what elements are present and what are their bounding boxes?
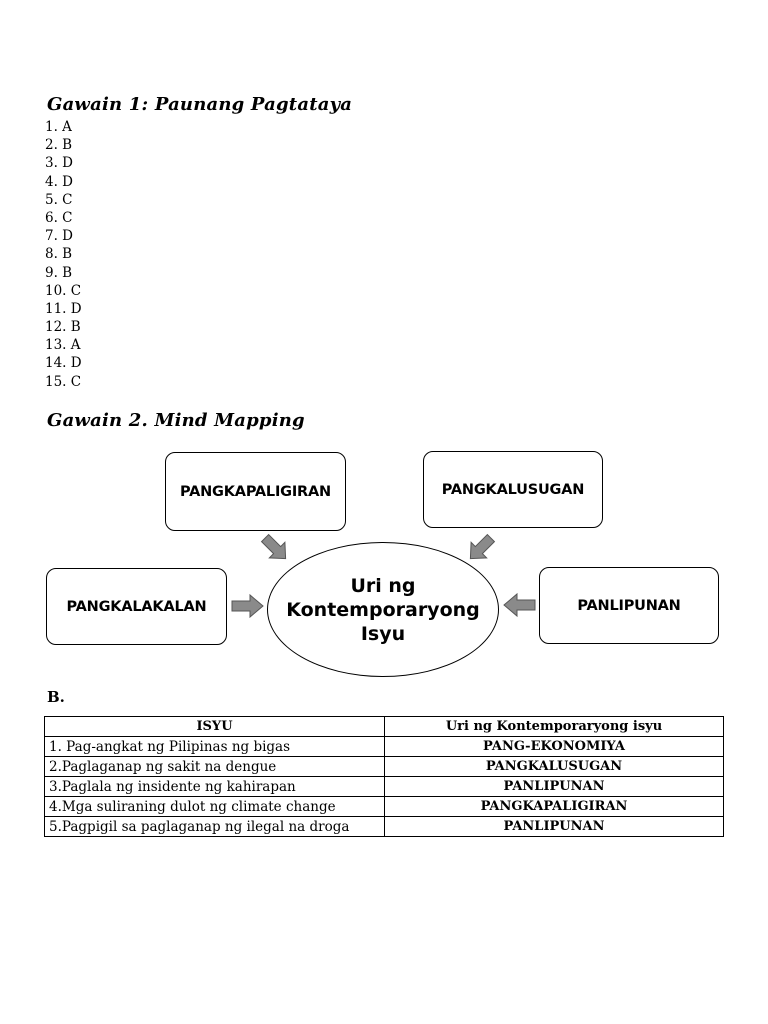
arrow-down-right-icon xyxy=(255,528,295,568)
center-line: Isyu xyxy=(360,622,406,645)
answer-item: 4. D xyxy=(45,173,73,190)
arrow-right-icon xyxy=(228,592,266,620)
table-row xyxy=(45,737,724,757)
answer-item: 10. C xyxy=(45,282,82,299)
gawain1-title: Gawain 1: Paunang Pagtataya xyxy=(47,94,353,115)
table-row xyxy=(45,757,724,777)
answer-item: 3. D xyxy=(45,155,73,172)
table-header-row xyxy=(45,717,724,737)
type-cell: PANLIPUNAN xyxy=(385,777,724,797)
node-pangkalakalan: PANGKALAKALAN xyxy=(46,568,227,645)
issue-cell: 2.Paglaganap ng sakit na dengue xyxy=(45,757,385,777)
node-panlipunan: PANLIPUNAN xyxy=(539,567,719,644)
table-row xyxy=(45,817,724,837)
answer-item: 1. A xyxy=(45,119,72,135)
issue-cell: 3.Paglala ng insidente ng kahirapan xyxy=(45,777,385,797)
arrow-left-icon xyxy=(501,591,539,619)
gawain2-title: Gawain 2. Mind Mapping xyxy=(47,410,305,431)
answer-item: 15. C xyxy=(45,373,82,390)
header-isyu: ISYU xyxy=(45,717,385,737)
section-b-label: B. xyxy=(47,688,65,706)
answer-item: 7. D xyxy=(45,228,73,245)
center-line: Kontemporaryong xyxy=(286,598,480,621)
type-cell: PANGKAPALIGIRAN xyxy=(385,797,724,817)
issue-cell: 5.Pagpigil sa paglaganap ng ilegal na droga xyxy=(45,817,385,837)
issues-table xyxy=(44,716,724,837)
issue-cell: 1. Pag-angkat ng Pilipinas ng bigas xyxy=(45,737,385,757)
answer-item: 14. D xyxy=(45,355,82,372)
answer-item: 6. C xyxy=(45,209,73,226)
answer-list xyxy=(45,118,82,391)
answer-item: 11. D xyxy=(45,300,82,317)
answer-item: 9. B xyxy=(45,264,73,281)
answer-item: 12. B xyxy=(45,319,81,336)
type-cell: PANGKALUSUGAN xyxy=(385,757,724,777)
header-uri: Uri ng Kontemporaryong isyu xyxy=(385,717,724,737)
answer-item: 13. A xyxy=(45,337,81,354)
issue-cell: 4.Mga suliraning dulot ng climate change xyxy=(45,797,385,817)
type-cell: PANG-EKONOMIYA xyxy=(385,737,724,757)
table-row xyxy=(45,797,724,817)
type-cell: PANLIPUNAN xyxy=(385,817,724,837)
answer-item: 8. B xyxy=(45,246,73,263)
answer-item: 5. C xyxy=(45,191,73,208)
answer-item: 2. B xyxy=(45,137,73,154)
center-line: Uri ng xyxy=(350,574,416,597)
table-row xyxy=(45,777,724,797)
arrow-down-left-icon xyxy=(461,528,501,568)
node-pangkalusugan: PANGKALUSUGAN xyxy=(423,451,603,528)
node-pangkapaligiran: PANGKAPALIGIRAN xyxy=(165,452,346,531)
